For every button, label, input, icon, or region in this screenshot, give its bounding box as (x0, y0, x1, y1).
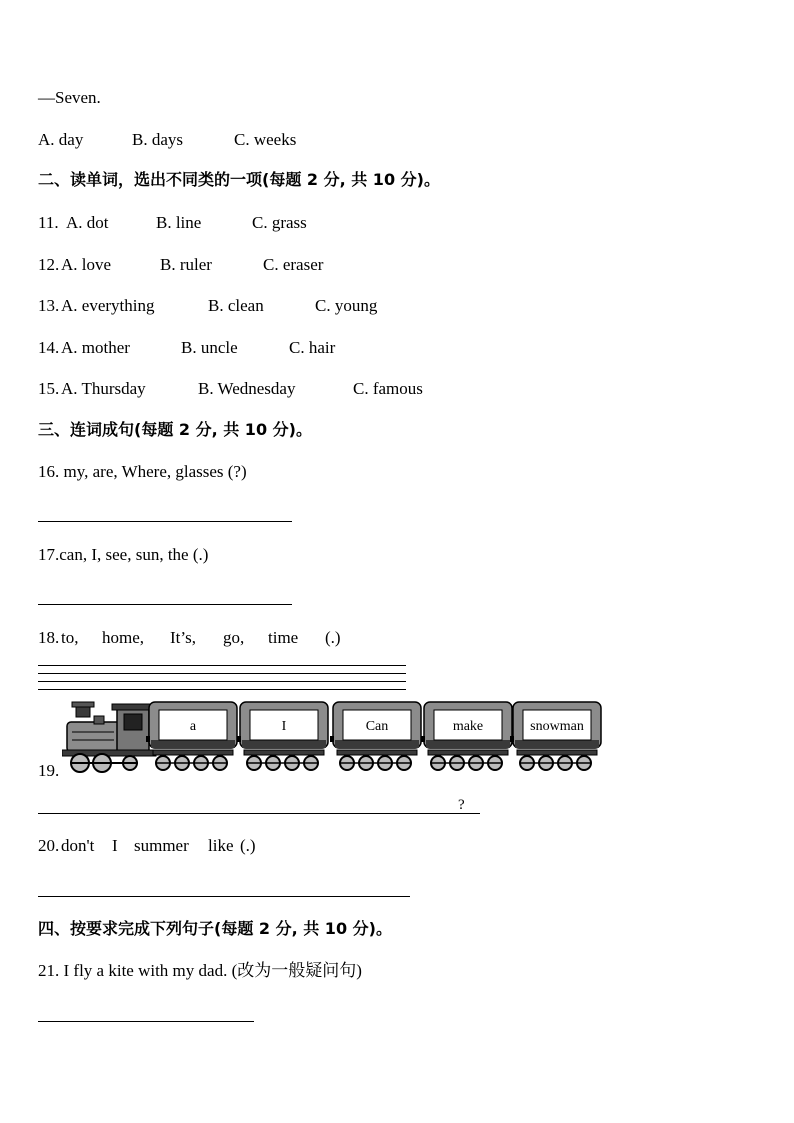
train-car (149, 702, 237, 770)
train-car (513, 702, 601, 770)
q16-answer-line[interactable] (38, 521, 292, 522)
q17-prompt: 17.can, I, see, sun, the (.) (38, 545, 209, 564)
option-c: C. eraser (263, 255, 324, 274)
section4-heading: 四、按要求完成下列句子(每题 2 分, 共 10 分)。 (38, 919, 392, 938)
q20-answer-line[interactable] (38, 896, 410, 897)
option-b: B. ruler (160, 255, 212, 274)
q17-answer-line[interactable] (38, 604, 292, 605)
q11-number: 11. (38, 213, 59, 232)
q12-number: 12. (38, 255, 60, 274)
q18-word: It’s, (170, 628, 196, 647)
option-c: C. famous (353, 379, 423, 398)
q18-number: 18. (38, 628, 60, 647)
option-a: A. dot (66, 213, 109, 232)
train-car-word: a (189, 719, 197, 734)
option-a: A. everything (61, 296, 155, 315)
option-a: A. love (61, 255, 112, 274)
train-car (333, 702, 421, 770)
train-car-word: Can (365, 719, 389, 734)
q19-number: 19. (38, 761, 60, 780)
q20-number: 20. (38, 836, 60, 855)
q20-word: I (112, 836, 118, 855)
option-c: C. young (315, 296, 378, 315)
option-a: A. Thursday (61, 379, 146, 398)
q14-number: 14. (38, 338, 60, 357)
q18-answer-line[interactable] (38, 681, 406, 682)
option-b: B. Wednesday (198, 379, 296, 398)
option-a: A. mother (61, 338, 130, 357)
train-illustration (62, 700, 602, 776)
q21-answer-line[interactable] (38, 1021, 254, 1022)
q18-answer-line[interactable] (38, 665, 406, 666)
train-car-word: make (452, 719, 484, 734)
q18-word: home, (102, 628, 145, 647)
train-car (424, 702, 512, 770)
option-a: A. day (38, 130, 84, 149)
q18-word: (.) (325, 628, 341, 647)
q20-word: summer (134, 836, 189, 855)
q18-word: time (268, 628, 299, 647)
train-car-word: snowman (530, 719, 584, 734)
q20-word: like (208, 836, 234, 855)
q18-word: to, (61, 628, 79, 647)
q13-number: 13. (38, 296, 60, 315)
q20-word: don't (61, 836, 95, 855)
locomotive-icon (62, 702, 156, 772)
q10-answer-line: —Seven. (38, 88, 101, 107)
q15-number: 15. (38, 379, 60, 398)
q19-end-mark: ? (458, 797, 465, 813)
option-b: B. line (156, 213, 202, 232)
option-c: C. hair (289, 338, 336, 357)
q18-answer-line[interactable] (38, 689, 406, 690)
q19-answer-line[interactable] (38, 813, 480, 814)
section3-heading: 三、连词成句(每题 2 分, 共 10 分)。 (38, 420, 312, 439)
q21-prompt: 21. I fly a kite with my dad. (改为一般疑问句) (38, 961, 362, 980)
q20-word: (.) (240, 836, 256, 855)
option-b: B. clean (208, 296, 264, 315)
option-c: C. grass (252, 213, 307, 232)
train-car-word: I (281, 719, 287, 734)
option-c: C. weeks (234, 130, 297, 149)
train-car (240, 702, 328, 770)
train-cars (146, 702, 601, 770)
section2-heading: 二、读单词，选出不同类的一项(每题 2 分, 共 10 分)。 (38, 170, 440, 189)
q18-word: go, (223, 628, 245, 647)
q18-answer-line[interactable] (38, 673, 406, 674)
option-b: B. days (132, 130, 183, 149)
option-b: B. uncle (181, 338, 238, 357)
q16-prompt: 16. my, are, Where, glasses (?) (38, 462, 247, 481)
